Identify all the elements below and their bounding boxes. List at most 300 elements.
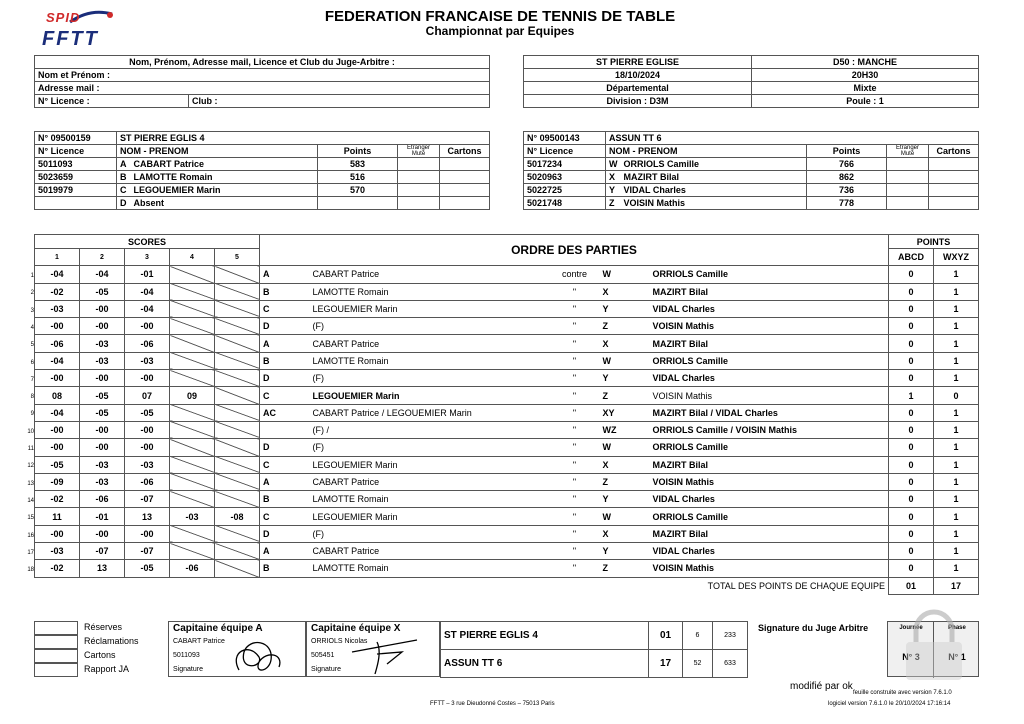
player-licence: 5011093 [35,158,117,171]
team-a-player: LEGOUEMIER Marin [310,456,550,473]
game-row [35,300,979,317]
team-x-player: MAZIRT Bilal [650,335,889,352]
team-a-letter: AC [260,404,310,421]
player-licence: 5017234 [524,158,606,171]
team-x-letter: Z [600,560,650,577]
team-a-player: LAMOTTE Romain [310,560,550,577]
points-wxyz: 1 [934,439,979,456]
set-2-header: 2 [80,249,125,266]
set-score: -08 [215,508,260,525]
game-number: 18 [27,567,34,574]
player-name: MAZIRT Bilal [621,171,807,184]
set-score: -05 [80,387,125,404]
summary-team-a: ST PIERRE EGLIS 4 [441,622,649,650]
points-wxyz: 1 [934,370,979,387]
set-score: -06 [35,335,80,352]
set-score: -04 [35,352,80,369]
player-name: VIDAL Charles [621,184,807,197]
team-a-player: CABART Patrice [310,335,550,352]
set-score: -00 [35,525,80,542]
player-letter: W [606,158,621,171]
referee-email-label: Adresse mail : [35,82,490,95]
team-x-letter: X [600,525,650,542]
game-number: 16 [27,532,34,539]
set-score: -00 [80,318,125,335]
sheet-version: feuille construite avec version 7.6.1.0 [853,690,952,696]
team-a-number: N° 09500159 [35,132,117,145]
versus-label: " [550,318,600,335]
set-score [170,352,215,369]
check-label: Cartons [84,650,116,660]
checkbox[interactable] [34,635,78,649]
captain-a-box [168,621,306,677]
set-score: -00 [35,370,80,387]
game-number: 17 [27,549,34,556]
team-x-player: ORRIOLS Camille [650,266,889,283]
set-score [215,456,260,473]
set-score: -04 [125,283,170,300]
points-wxyz: 1 [934,525,979,542]
points-abcd: 0 [889,491,934,508]
set-1-header: 1 [35,249,80,266]
set-score: 13 [80,560,125,577]
team-x-player: ORRIOLS Camille [650,508,889,525]
lock-icon [900,608,968,682]
game-number: 3 [30,307,34,314]
footer-address: FFTT – 3 rue Dieudonné Costes – 75013 Paris [430,701,555,707]
player-licence: 5021748 [524,197,606,210]
set-score [215,352,260,369]
team-x-letter: Y [600,370,650,387]
set-score: -05 [125,404,170,421]
set-score [215,560,260,577]
check-row [34,621,164,635]
game-row [35,335,979,352]
points-abcd: 0 [889,404,934,421]
player-letter: Y [606,184,621,197]
summary-points-a: 01 [649,622,683,650]
captain-x-label: Capitaine équipe X [311,623,401,634]
points-abcd: 0 [889,283,934,300]
day-label: Journée [899,625,923,631]
games-body [35,266,979,577]
team-x-player: VOISIN Mathis [650,560,889,577]
team-a-points-header: Points [318,145,398,158]
team-x-row [524,171,979,184]
set-score: -01 [125,266,170,283]
points-wxyz: 1 [934,352,979,369]
set-score: -07 [125,491,170,508]
set-score [215,421,260,438]
team-x-name-header: NOM - PRENOM [606,145,807,158]
referee-club-label: Club : [189,95,490,108]
team-a-licence-header: N° Licence [35,145,117,158]
team-x-letter: Z [600,473,650,490]
player-licence: 5019979 [35,184,117,197]
set-score: -03 [80,352,125,369]
summary-points-x: 17 [649,650,683,678]
game-row [35,525,979,542]
team-a-player: LEGOUEMIER Marin [310,508,550,525]
team-a-player: LEGOUEMIER Marin [310,300,550,317]
set-score: -02 [35,283,80,300]
player-points: 862 [807,171,887,184]
set-score [215,525,260,542]
set-3-header: 3 [125,249,170,266]
team-x-cards-header: Cartons [929,145,979,158]
team-a-player: LEGOUEMIER Marin [310,387,550,404]
referee-heading: Nom, Prénom, Adresse mail, Licence et Club du Juge-Arbitre : [35,56,490,69]
set-score [170,421,215,438]
team-a-player: LAMOTTE Romain [310,352,550,369]
set-score [215,473,260,490]
set-score: -03 [35,300,80,317]
game-number: 15 [27,515,34,522]
checkbox[interactable] [34,621,78,635]
team-x-letter: Z [600,318,650,335]
points-wxyz: 1 [934,473,979,490]
set-score [215,404,260,421]
points-abcd: 0 [889,370,934,387]
player-letter: Z [606,197,621,210]
game-row [35,283,979,300]
player-points: 516 [318,171,398,184]
set-score: -07 [80,543,125,560]
points-wxyz: 1 [934,560,979,577]
team-a-player: (F) [310,439,550,456]
set-score [170,300,215,317]
team-x-row [524,197,979,210]
set-score: -00 [80,439,125,456]
set-score [170,439,215,456]
team-x-letter: W [600,508,650,525]
versus-label: " [550,560,600,577]
team-x-letter: Y [600,491,650,508]
team-x-foreign-header [887,145,929,158]
set-score: 11 [35,508,80,525]
player-points: 570 [318,184,398,197]
points-wxyz: 1 [934,283,979,300]
team-x-letter: Y [600,543,650,560]
set-score: 07 [125,387,170,404]
check-row [34,649,164,663]
logo-spid-text: SPID [46,10,81,25]
set-5-header: 5 [215,249,260,266]
team-x-licence-header: N° Licence [524,145,606,158]
team-x-player: ORRIOLS Camille [650,439,889,456]
set-score: -07 [125,543,170,560]
captain-a-licence: 5011093 [173,652,200,659]
versus-label: " [550,335,600,352]
team-a-letter: C [260,508,310,525]
check-row [34,635,164,649]
phase-value: N° 1 [948,652,966,662]
ja-signature-label: Signature du Juge Arbitre [758,623,869,633]
player-name: CABART Patrice [131,158,318,171]
check-row [34,663,164,677]
team-x-player: VIDAL Charles [650,300,889,317]
game-row [35,387,979,404]
team-a-row [35,171,490,184]
player-letter: C [117,184,131,197]
points-wxyz: 1 [934,491,979,508]
team-x-player: VOISIN Mathis [650,473,889,490]
points-abcd: 1 [889,387,934,404]
set-score: -00 [35,318,80,335]
scores-header: SCORES [35,235,260,249]
team-x-letter: Y [600,300,650,317]
points-abcd: 0 [889,300,934,317]
set-score [215,439,260,456]
checkbox[interactable] [34,649,78,663]
team-a-letter: A [260,543,310,560]
team-a-letter: D [260,439,310,456]
points-abcd: 0 [889,439,934,456]
set-score [215,491,260,508]
team-a-player: CABART Patrice [310,266,550,283]
points-wxyz: 1 [934,318,979,335]
set-score: -02 [35,491,80,508]
team-a-name: ST PIERRE EGLIS 4 [117,132,490,145]
set-score: -00 [80,421,125,438]
match-type: Mixte [752,82,979,95]
team-a-letter: B [260,560,310,577]
set-score [170,404,215,421]
team-a-name-header: NOM - PRENOM [117,145,318,158]
set-score: -05 [35,456,80,473]
phase-label: Phase [948,625,966,631]
set-score: -00 [125,318,170,335]
team-x-player: VOISIN Mathis [650,387,889,404]
category: D50 : MANCHE [752,56,979,69]
team-x-letter: X [600,456,650,473]
captain-x-box [306,621,440,677]
set-score: -00 [80,525,125,542]
set-score: -03 [80,335,125,352]
set-score [215,300,260,317]
set-score [215,370,260,387]
set-score: -00 [125,439,170,456]
game-number: 4 [30,324,34,331]
team-x-player: MAZIRT Bilal [650,456,889,473]
set-score [170,473,215,490]
set-score: 08 [35,387,80,404]
versus-label: " [550,473,600,490]
points-wxyz: 1 [934,335,979,352]
set-score: -06 [80,491,125,508]
team-a-table [34,131,490,210]
set-score: -00 [125,421,170,438]
set-score: -03 [80,456,125,473]
day-value: N° 3 [902,652,920,662]
team-a-letter: B [260,283,310,300]
captain-a-signature-label: Signature [173,666,203,673]
points-abcd: 0 [889,456,934,473]
set-score: -00 [80,300,125,317]
set-score [170,283,215,300]
team-x-row [524,158,979,171]
referee-licence-label: N° Licence : [35,95,189,108]
captain-a-name: CABART Patrice [173,638,225,645]
summary-balls-x: 633 [713,650,748,678]
player-licence: 5022725 [524,184,606,197]
team-x-letter: XY [600,404,650,421]
game-number: 1 [30,273,34,279]
player-licence: 5020963 [524,171,606,184]
points-abcd: 0 [889,508,934,525]
set-score: -03 [35,543,80,560]
points-abcd: 0 [889,473,934,490]
set-score: -04 [125,300,170,317]
division: Division : D3M [524,95,752,108]
team-a-cards-header: Cartons [440,145,490,158]
total-x: 17 [934,577,979,594]
versus-label: " [550,491,600,508]
set-score: -06 [125,335,170,352]
software-version: logiciel version 7.6.1.0 le 20/10/2024 17:16:14 [828,701,951,707]
player-licence [35,197,117,210]
player-points: 583 [318,158,398,171]
player-name: VOISIN Mathis [621,197,807,210]
team-a-letter: C [260,300,310,317]
set-score: -06 [125,473,170,490]
team-a-row [35,184,490,197]
game-row [35,473,979,490]
game-row [35,439,979,456]
set-score: -06 [170,560,215,577]
team-x-player: VIDAL Charles [650,543,889,560]
set-score: -00 [35,439,80,456]
matches-table [34,234,979,595]
game-number: 2 [30,290,34,297]
team-x-letter: W [600,352,650,369]
player-points: 778 [807,197,887,210]
versus-label: " [550,508,600,525]
game-number: 9 [30,411,34,418]
abcd-header: ABCD [889,249,934,266]
versus-label: " [550,439,600,456]
team-x-letter: WZ [600,421,650,438]
page-subtitle: Championnat par Equipes [425,24,575,38]
fftt-logo [40,6,120,50]
set-score [215,543,260,560]
player-letter: B [117,171,131,184]
captain-a-signature [219,632,299,676]
team-x-player: MAZIRT Bilal [650,525,889,542]
wxyz-header: WXYZ [934,249,979,266]
team-a-letter: C [260,387,310,404]
game-number: 14 [27,497,34,504]
points-wxyz: 0 [934,387,979,404]
points-abcd: 0 [889,560,934,577]
game-row [35,491,979,508]
versus-label: " [550,387,600,404]
player-licence: 5023659 [35,171,117,184]
team-x-player: VOISIN Mathis [650,318,889,335]
player-name: Absent [131,197,318,210]
game-row [35,508,979,525]
logo-fftt-text: FFTT [42,28,99,50]
set-score [215,283,260,300]
set-score: -03 [125,352,170,369]
captain-x-licence: 505451 [311,652,335,659]
game-row [35,543,979,560]
check-label: Réserves [84,622,123,632]
totals-label: TOTAL DES POINTS DE CHAQUE EQUIPE [35,577,889,594]
team-a-player: LAMOTTE Romain [310,491,550,508]
player-letter: X [606,171,621,184]
foreign-label: Etranger [406,145,430,151]
game-number: 6 [30,359,34,366]
team-a-letter: D [260,318,310,335]
set-score [215,335,260,352]
team-a-player: (F) / [310,421,550,438]
set-score: -03 [170,508,215,525]
home-club: ST PIERRE EGLISE [524,56,752,69]
set-score: -03 [125,456,170,473]
versus-label: " [550,543,600,560]
set-score [170,318,215,335]
team-x-player: VIDAL Charles [650,370,889,387]
team-a-letter: A [260,266,310,283]
team-x-player: MAZIRT Bilal [650,283,889,300]
game-row [35,456,979,473]
team-a-player: CABART Patrice [310,543,550,560]
foreign-label: Etranger [895,145,919,151]
summary-sets-a: 6 [683,622,713,650]
game-row [35,318,979,335]
checkbox[interactable] [34,663,78,677]
set-score: -03 [80,473,125,490]
team-a-letter [260,421,310,438]
game-number: 5 [30,342,34,349]
set-score [215,387,260,404]
team-x-table [523,131,979,210]
versus-label: " [550,300,600,317]
match-date: 18/10/2024 [524,69,752,82]
versus-label: " [550,456,600,473]
set-score [215,318,260,335]
set-4-header: 4 [170,249,215,266]
captain-x-signature [347,632,437,676]
points-wxyz: 1 [934,543,979,560]
team-x-letter: X [600,283,650,300]
game-number: 12 [27,463,34,470]
set-score [170,525,215,542]
game-number: 11 [27,446,34,452]
page-title: FEDERATION FRANCAISE DE TENNIS DE TABLE [324,8,676,25]
total-a: 01 [889,577,934,594]
points-abcd: 0 [889,352,934,369]
set-score [170,456,215,473]
player-points: 766 [807,158,887,171]
set-score: -09 [35,473,80,490]
muted-label: Muté [411,151,426,157]
team-x-row [524,184,979,197]
player-points: 736 [807,184,887,197]
team-a-letter: D [260,370,310,387]
referee-table [34,55,490,108]
set-score: 09 [170,387,215,404]
team-x-letter: Z [600,387,650,404]
player-letter: A [117,158,131,171]
game-row [35,370,979,387]
team-a-player: (F) [310,318,550,335]
player-name: ORRIOLS Camille [621,158,807,171]
set-score: -04 [35,266,80,283]
match-info-table [523,55,979,108]
set-score [170,370,215,387]
